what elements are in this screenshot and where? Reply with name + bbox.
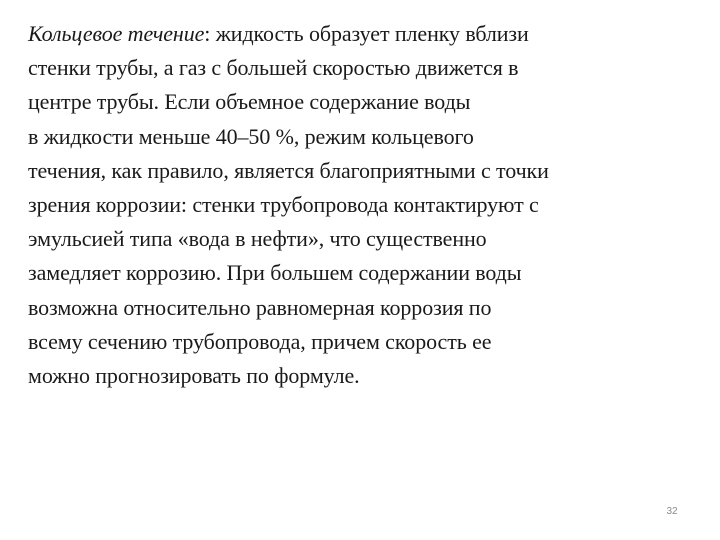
page-number: 32 [666,506,678,517]
term-annular-flow: Кольцевое течение [28,21,205,46]
body-paragraph [28,17,708,393]
paragraph-line-9: возможна относительно равномерная коррозия по [28,294,492,320]
paragraph-line-2: стенки трубы, а газ с большей скоростью движется в [28,55,519,81]
paragraph-line-5: течения, как правило, является благоприятными с точки [28,157,549,183]
paragraph-line-6: зрения коррозии: стенки трубопровода контактируют с [28,192,539,218]
paragraph-line-10: всему сечению трубопровода, причем скорость ее [28,328,492,354]
paragraph-line-1 [28,17,708,51]
paragraph-line-11: можно прогнозировать по формуле. [28,363,360,389]
paragraph-line-7: эмульсией типа «вода в нефти», что существенно [28,226,487,252]
paragraph-line-8: замедляет коррозию. При большем содержании воды [28,260,522,286]
paragraph-line-4: в жидкости меньше 40–50 %, режим кольцевого [28,123,474,149]
paragraph-line-3: центре трубы. Если объемное содержание воды [28,89,471,115]
paragraph-line-1-rest: : жидкость образует пленку вблизи [204,21,529,46]
